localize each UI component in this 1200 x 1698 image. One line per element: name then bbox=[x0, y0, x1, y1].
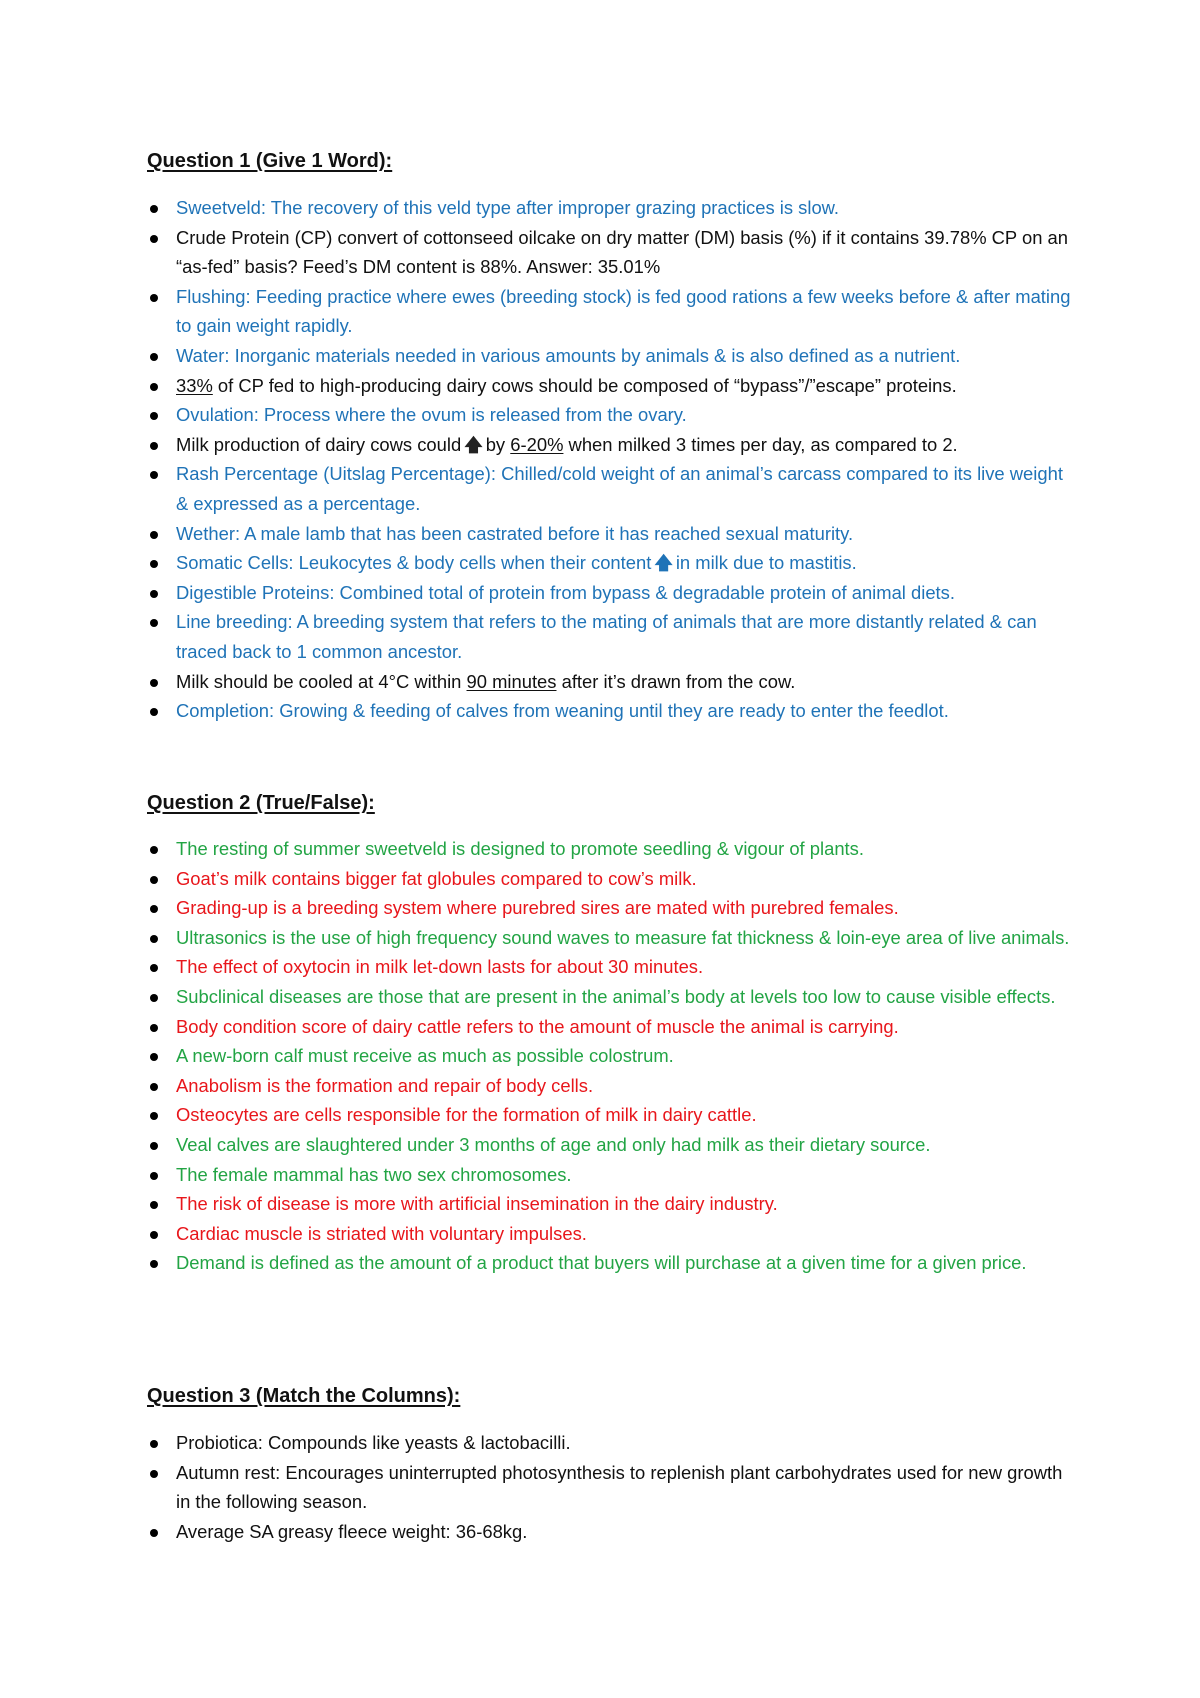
list-item: Digestible Proteins: Combined total of protein from bypass & degradable protein of animal diets. bbox=[147, 578, 1077, 608]
list-item: Grading-up is a breeding system where purebred sires are mated with purebred females. bbox=[147, 893, 1077, 923]
bullet-icon bbox=[150, 964, 158, 972]
bullet-icon bbox=[150, 876, 158, 884]
list-item: Anabolism is the formation and repair of body cells. bbox=[147, 1071, 1077, 1101]
bullet-icon bbox=[150, 1112, 158, 1120]
bullet-icon bbox=[150, 442, 158, 450]
bullet-icon bbox=[150, 1172, 158, 1180]
bullet-icon bbox=[150, 1529, 158, 1537]
bullet-icon bbox=[150, 1083, 158, 1091]
up-arrow-icon: 🡅 bbox=[654, 553, 673, 574]
list-item: Veal calves are slaughtered under 3 months of age and only had milk as their dietary source. bbox=[147, 1130, 1077, 1160]
bullet-icon bbox=[150, 935, 158, 943]
list-item: The risk of disease is more with artificial insemination in the dairy industry. bbox=[147, 1189, 1077, 1219]
underlined-range: 6-20% bbox=[510, 433, 564, 455]
bullet-icon bbox=[150, 708, 158, 716]
question-1-heading: Question 1 (Give 1 Word): bbox=[147, 150, 393, 172]
question-3-list bbox=[147, 1428, 1077, 1546]
bullet-icon bbox=[150, 1470, 158, 1478]
list-item: Crude Protein (CP) convert of cottonseed oilcake on dry matter (DM) basis (%) if it contains 39.78% CP on an “as-fed” basis? Feed’s DM content is 88%. Answer: 35.01% bbox=[147, 223, 1077, 282]
bullet-icon bbox=[150, 1201, 158, 1209]
list-item: Demand is defined as the amount of a product that buyers will purchase at a given time for a given price. bbox=[147, 1248, 1077, 1278]
bullet-icon bbox=[150, 1142, 158, 1150]
list-item: The female mammal has two sex chromosomes. bbox=[147, 1160, 1077, 1190]
bullet-icon bbox=[150, 590, 158, 598]
up-arrow-icon: 🡅 bbox=[464, 434, 483, 455]
list-item: Sweetveld: The recovery of this veld type after improper grazing practices is slow. bbox=[147, 193, 1077, 223]
bullet-icon bbox=[150, 1053, 158, 1061]
underlined-time: 90 minutes bbox=[466, 670, 557, 692]
list-item: The effect of oxytocin in milk let-down lasts for about 30 minutes. bbox=[147, 952, 1077, 982]
bullet-icon bbox=[150, 679, 158, 687]
bullet-icon bbox=[150, 846, 158, 854]
list-item: Autumn rest: Encourages uninterrupted photosynthesis to replenish plant carbohydrates used for new growth in the following season. bbox=[147, 1458, 1077, 1517]
question-3-heading: Question 3 (Match the Columns): bbox=[147, 1385, 461, 1407]
list-item: Somatic Cells: Leukocytes & body cells when their content 🡅 in milk due to mastitis. bbox=[147, 548, 1077, 578]
list-item: Goat’s milk contains bigger fat globules compared to cow’s milk. bbox=[147, 864, 1077, 894]
bullet-icon bbox=[150, 412, 158, 420]
bullet-icon bbox=[150, 619, 158, 627]
list-item: Flushing: Feeding practice where ewes (breeding stock) is fed good rations a few weeks before & after mating to gain weight rapidly. bbox=[147, 282, 1077, 341]
bullet-icon bbox=[150, 560, 158, 568]
bullet-icon bbox=[150, 1260, 158, 1268]
list-item: Ovulation: Process where the ovum is released from the ovary. bbox=[147, 400, 1077, 430]
bullet-icon bbox=[150, 205, 158, 213]
bullet-icon bbox=[150, 905, 158, 913]
bullet-icon bbox=[150, 471, 158, 479]
list-item: Milk should be cooled at 4°C within 90 minutes after it’s drawn from the cow. bbox=[147, 667, 1077, 697]
bullet-icon bbox=[150, 383, 158, 391]
list-item: The resting of summer sweetveld is designed to promote seedling & vigour of plants. bbox=[147, 834, 1077, 864]
bullet-icon bbox=[150, 235, 158, 243]
bullet-icon bbox=[150, 1231, 158, 1239]
bullet-icon bbox=[150, 1024, 158, 1032]
list-item: 33% of CP fed to high-producing dairy cows should be composed of “bypass”/”escape” proteins. bbox=[147, 371, 1077, 401]
list-item: Probiotica: Compounds like yeasts & lactobacilli. bbox=[147, 1428, 1077, 1458]
list-item: Wether: A male lamb that has been castrated before it has reached sexual maturity. bbox=[147, 519, 1077, 549]
list-item: A new-born calf must receive as much as possible colostrum. bbox=[147, 1041, 1077, 1071]
question-2-heading: Question 2 (True/False): bbox=[147, 792, 375, 814]
bullet-icon bbox=[150, 1440, 158, 1448]
bullet-icon bbox=[150, 531, 158, 539]
list-item: Water: Inorganic materials needed in various amounts by animals & is also defined as a nutrient. bbox=[147, 341, 1077, 371]
list-item: Rash Percentage (Uitslag Percentage): Chilled/cold weight of an animal’s carcass compared to its live weight & expressed as a percentage. bbox=[147, 459, 1077, 518]
list-item: Cardiac muscle is striated with voluntary impulses. bbox=[147, 1219, 1077, 1249]
bullet-icon bbox=[150, 994, 158, 1002]
question-1-list bbox=[147, 193, 1077, 726]
list-item: Milk production of dairy cows could 🡅 by 6-20% when milked 3 times per day, as compared to 2. bbox=[147, 430, 1077, 460]
bullet-icon bbox=[150, 353, 158, 361]
list-item: Ultrasonics is the use of high frequency sound waves to measure fat thickness & loin-eye area of live animals. bbox=[147, 923, 1077, 953]
list-item: Line breeding: A breeding system that refers to the mating of animals that are more distantly related & can traced back to 1 common ancestor. bbox=[147, 607, 1077, 666]
list-item: Osteocytes are cells responsible for the formation of milk in dairy cattle. bbox=[147, 1100, 1077, 1130]
list-item: Average SA greasy fleece weight: 36-68kg. bbox=[147, 1517, 1077, 1547]
underlined-percentage: 33% bbox=[176, 374, 213, 396]
bullet-icon bbox=[150, 294, 158, 302]
list-item: Subclinical diseases are those that are present in the animal’s body at levels too low to cause visible effects. bbox=[147, 982, 1077, 1012]
list-item: Body condition score of dairy cattle refers to the amount of muscle the animal is carrying. bbox=[147, 1012, 1077, 1042]
question-2-list bbox=[147, 834, 1077, 1278]
list-item: Completion: Growing & feeding of calves from weaning until they are ready to enter the feedlot. bbox=[147, 696, 1077, 726]
